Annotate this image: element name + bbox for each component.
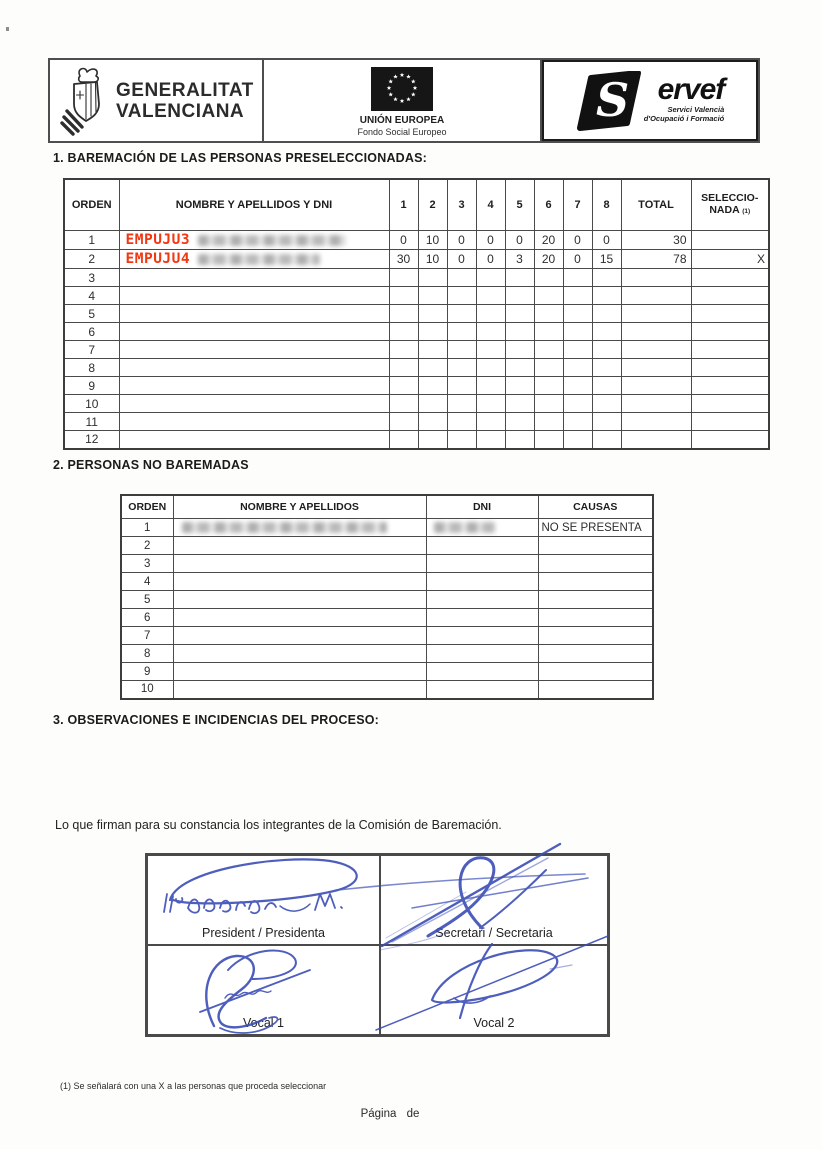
name-cell — [119, 250, 389, 269]
cell — [119, 359, 389, 377]
servef-logo — [542, 60, 758, 141]
score-cell: 0 — [476, 250, 505, 269]
name-cell — [119, 231, 389, 250]
gva-coat-of-arms-icon — [60, 64, 108, 138]
cell — [426, 573, 538, 591]
orden-cell: 3 — [64, 269, 119, 287]
cell — [418, 305, 447, 323]
servef-tagline1: Servici Valencià — [667, 104, 725, 114]
score-cell: 20 — [534, 231, 563, 250]
orden-cell: 5 — [121, 591, 173, 609]
cell — [476, 413, 505, 431]
cell — [563, 287, 592, 305]
cell — [621, 305, 691, 323]
cell — [592, 413, 621, 431]
score-cell: 0 — [592, 231, 621, 250]
no-baremadas-table — [120, 494, 654, 700]
table-row — [121, 663, 653, 681]
cell — [173, 591, 426, 609]
seleccionada-cell — [691, 231, 769, 250]
orden-cell: 5 — [64, 305, 119, 323]
cell — [592, 377, 621, 395]
cell — [447, 377, 476, 395]
table-row — [64, 231, 769, 250]
cell — [173, 681, 426, 699]
orden-cell: 8 — [121, 645, 173, 663]
cell — [534, 431, 563, 449]
orden-cell: 9 — [64, 377, 119, 395]
cell — [563, 395, 592, 413]
empuju-tag: EMPUJU4 — [125, 251, 191, 267]
gva-line2: VALENCIANA — [116, 100, 245, 122]
cell — [447, 359, 476, 377]
cell — [592, 431, 621, 449]
score-cell: 20 — [534, 250, 563, 269]
cell — [389, 413, 418, 431]
cell — [621, 431, 691, 449]
table-row — [64, 323, 769, 341]
cell — [119, 287, 389, 305]
servef-initial: S — [595, 72, 629, 127]
secretary-label: Secretari / Secretaria — [435, 926, 553, 940]
cell — [447, 287, 476, 305]
cell — [418, 359, 447, 377]
cell — [173, 609, 426, 627]
table-row — [64, 395, 769, 413]
page-number-label: Página de — [360, 1108, 420, 1120]
table-row — [121, 609, 653, 627]
cell — [119, 431, 389, 449]
secretary-signature-cell — [380, 855, 608, 945]
cell — [505, 413, 534, 431]
cell — [534, 287, 563, 305]
cell — [534, 269, 563, 287]
orden-cell: 3 — [121, 555, 173, 573]
vocal1-label: Vocal 1 — [242, 1016, 284, 1030]
cell — [476, 305, 505, 323]
orden-cell: 12 — [64, 431, 119, 449]
cell — [691, 269, 769, 287]
cell — [418, 413, 447, 431]
cell — [447, 395, 476, 413]
cell — [505, 359, 534, 377]
col-total: TOTAL — [621, 179, 691, 231]
redacted-dni — [434, 522, 496, 533]
cell — [426, 627, 538, 645]
col-orden: ORDEN — [121, 495, 173, 519]
cell — [538, 627, 653, 645]
redacted-name — [198, 235, 346, 246]
table-row — [64, 305, 769, 323]
cell — [534, 413, 563, 431]
cell — [389, 269, 418, 287]
orden-cell: 10 — [121, 681, 173, 699]
footnote: (1) Se señalará con una X a las personas que proceda seleccionar — [60, 1081, 327, 1091]
cell — [418, 431, 447, 449]
cell — [621, 395, 691, 413]
col-dni: DNI — [426, 495, 538, 519]
cell — [538, 573, 653, 591]
cell — [621, 359, 691, 377]
cell — [621, 269, 691, 287]
cell — [563, 413, 592, 431]
table-row — [64, 287, 769, 305]
col-orden: ORDEN — [64, 179, 119, 231]
cell — [447, 323, 476, 341]
eu-flag-icon — [371, 67, 433, 111]
table-row — [64, 413, 769, 431]
redacted-name — [198, 254, 320, 265]
cell — [426, 681, 538, 699]
cell — [418, 287, 447, 305]
scan-artifact-dot — [6, 27, 9, 31]
table-row — [121, 555, 653, 573]
cell — [691, 305, 769, 323]
cell — [447, 305, 476, 323]
cell — [476, 395, 505, 413]
cell — [592, 305, 621, 323]
cell — [447, 269, 476, 287]
cell — [173, 663, 426, 681]
orden-cell: 4 — [64, 287, 119, 305]
table-row — [121, 645, 653, 663]
cell — [426, 555, 538, 573]
orden-cell: 8 — [64, 359, 119, 377]
score-cell: 0 — [563, 250, 592, 269]
cell — [505, 269, 534, 287]
orden-cell: 7 — [121, 627, 173, 645]
cell — [119, 377, 389, 395]
cell — [505, 341, 534, 359]
empuju-tag: EMPUJU3 — [125, 232, 191, 248]
col-2: 2 — [418, 179, 447, 231]
signature-table — [145, 853, 610, 1037]
col-6: 6 — [534, 179, 563, 231]
cell — [447, 413, 476, 431]
orden-cell: 4 — [121, 573, 173, 591]
cell — [173, 537, 426, 555]
cell — [173, 627, 426, 645]
cell — [119, 305, 389, 323]
cell — [691, 359, 769, 377]
orden-cell: 9 — [121, 663, 173, 681]
cell — [505, 431, 534, 449]
vocal2-signature-cell — [380, 945, 608, 1035]
col-4: 4 — [476, 179, 505, 231]
vocal1-signature-cell — [147, 945, 380, 1035]
cell — [119, 413, 389, 431]
cell — [563, 377, 592, 395]
cell — [691, 431, 769, 449]
table-row — [64, 341, 769, 359]
cell — [563, 431, 592, 449]
cell — [505, 395, 534, 413]
servef-wordmark: ervef — [657, 72, 725, 106]
cell — [538, 609, 653, 627]
cell — [476, 287, 505, 305]
eu-subtitle: Fondo Social Europeo — [357, 126, 447, 137]
generalitat-valenciana-logo — [50, 60, 264, 141]
causas-cell: NO SE PRESENTA — [538, 519, 653, 537]
orden-cell: 10 — [64, 395, 119, 413]
table-row — [64, 250, 769, 269]
cell — [447, 341, 476, 359]
section3-title: 3. OBSERVACIONES E INCIDENCIAS DEL PROCESO: — [53, 713, 380, 727]
table-row — [121, 573, 653, 591]
vocal2-label: Vocal 2 — [473, 1016, 515, 1030]
cell — [691, 341, 769, 359]
orden-cell: 11 — [64, 413, 119, 431]
cell — [592, 359, 621, 377]
table-header-row — [121, 495, 653, 519]
cell — [621, 287, 691, 305]
cell — [476, 377, 505, 395]
cell — [505, 305, 534, 323]
orden-cell: 2 — [121, 537, 173, 555]
score-cell: 0 — [476, 231, 505, 250]
redacted-name — [182, 522, 387, 533]
cell — [389, 305, 418, 323]
score-cell: 0 — [505, 231, 534, 250]
cell — [621, 323, 691, 341]
score-cell: 0 — [563, 231, 592, 250]
union-europea-logo — [264, 60, 542, 141]
cell — [691, 395, 769, 413]
col-causas: CAUSAS — [538, 495, 653, 519]
table-row — [64, 431, 769, 449]
cell — [418, 323, 447, 341]
cell — [563, 359, 592, 377]
cell — [389, 395, 418, 413]
orden-cell: 1 — [64, 231, 119, 250]
cell — [476, 359, 505, 377]
cell — [173, 645, 426, 663]
cell — [534, 341, 563, 359]
cell — [119, 269, 389, 287]
cell — [173, 555, 426, 573]
cell — [691, 377, 769, 395]
cell — [476, 269, 505, 287]
cell — [538, 591, 653, 609]
col-5: 5 — [505, 179, 534, 231]
cell — [534, 323, 563, 341]
cell — [691, 287, 769, 305]
orden-cell: 6 — [121, 609, 173, 627]
cell — [534, 395, 563, 413]
table-row — [121, 537, 653, 555]
cell — [563, 341, 592, 359]
orden-cell: 1 — [121, 519, 173, 537]
cell — [691, 323, 769, 341]
cell — [173, 573, 426, 591]
cell — [592, 287, 621, 305]
president-signature-cell — [147, 855, 380, 945]
cell — [426, 645, 538, 663]
cell — [119, 323, 389, 341]
score-cell: 10 — [418, 250, 447, 269]
cell — [538, 555, 653, 573]
col-7: 7 — [563, 179, 592, 231]
cell — [538, 645, 653, 663]
score-cell: 10 — [418, 231, 447, 250]
cell — [563, 269, 592, 287]
cell — [592, 323, 621, 341]
col-1: 1 — [389, 179, 418, 231]
cell — [621, 413, 691, 431]
cell — [538, 681, 653, 699]
score-cell: 0 — [389, 231, 418, 250]
cell — [476, 323, 505, 341]
col-nombre: NOMBRE Y APELLIDOS — [173, 495, 426, 519]
cell — [563, 305, 592, 323]
orden-cell: 7 — [64, 341, 119, 359]
cell — [592, 395, 621, 413]
cell — [389, 287, 418, 305]
total-cell: 78 — [621, 250, 691, 269]
cell — [389, 341, 418, 359]
cell — [389, 323, 418, 341]
score-cell: 30 — [389, 250, 418, 269]
name-cell — [173, 519, 426, 537]
gva-wordmark — [116, 80, 254, 122]
cell — [592, 341, 621, 359]
cell — [538, 537, 653, 555]
cell — [389, 359, 418, 377]
cell — [621, 377, 691, 395]
score-cell: 0 — [447, 250, 476, 269]
score-cell: 3 — [505, 250, 534, 269]
section1-title: 1. BAREMACIÓN DE LAS PERSONAS PRESELECCIONADAS: — [53, 151, 428, 165]
total-cell: 30 — [621, 231, 691, 250]
baremacion-table — [63, 178, 770, 450]
cell — [426, 609, 538, 627]
servef-tagline2: d'Ocupació i Formació — [643, 113, 725, 123]
cell — [418, 395, 447, 413]
cell — [119, 341, 389, 359]
col-8: 8 — [592, 179, 621, 231]
cell — [119, 395, 389, 413]
servef-s-icon — [576, 71, 642, 131]
table-row — [121, 519, 653, 537]
president-label: President / Presidenta — [202, 926, 325, 940]
seleccionada-cell: X — [691, 250, 769, 269]
cell — [418, 269, 447, 287]
signing-statement: Lo que firman para su constancia los integrantes de la Comisión de Baremación. — [55, 818, 502, 832]
table-row — [121, 627, 653, 645]
cell — [505, 323, 534, 341]
cell — [534, 377, 563, 395]
table-row — [64, 377, 769, 395]
score-cell: 0 — [447, 231, 476, 250]
cell — [691, 413, 769, 431]
cell — [505, 287, 534, 305]
cell — [621, 341, 691, 359]
cell — [476, 341, 505, 359]
eu-title: UNIÓN EUROPEA — [359, 114, 445, 126]
cell — [426, 663, 538, 681]
orden-cell: 6 — [64, 323, 119, 341]
cell — [476, 431, 505, 449]
cell — [389, 377, 418, 395]
col-3: 3 — [447, 179, 476, 231]
table-row — [121, 681, 653, 699]
cell — [505, 377, 534, 395]
cell — [418, 377, 447, 395]
table-header-row — [64, 179, 769, 231]
orden-cell: 2 — [64, 250, 119, 269]
table-row — [64, 269, 769, 287]
cell — [426, 591, 538, 609]
cell — [447, 431, 476, 449]
cell — [426, 537, 538, 555]
cell — [389, 431, 418, 449]
cell — [592, 269, 621, 287]
cell — [538, 663, 653, 681]
score-cell: 15 — [592, 250, 621, 269]
col-nombre: NOMBRE Y APELLIDOS Y DNI — [119, 179, 389, 231]
cell — [563, 323, 592, 341]
cell — [418, 341, 447, 359]
table-row — [64, 359, 769, 377]
dni-cell — [426, 519, 538, 537]
section2-title: 2. PERSONAS NO BAREMADAS — [53, 458, 249, 472]
cell — [534, 359, 563, 377]
table-row — [121, 591, 653, 609]
cell — [534, 305, 563, 323]
gva-line1: GENERALITAT — [116, 79, 254, 101]
document-header — [48, 58, 760, 143]
col-seleccionada: SELECCIO- NADA (1) — [691, 179, 769, 231]
